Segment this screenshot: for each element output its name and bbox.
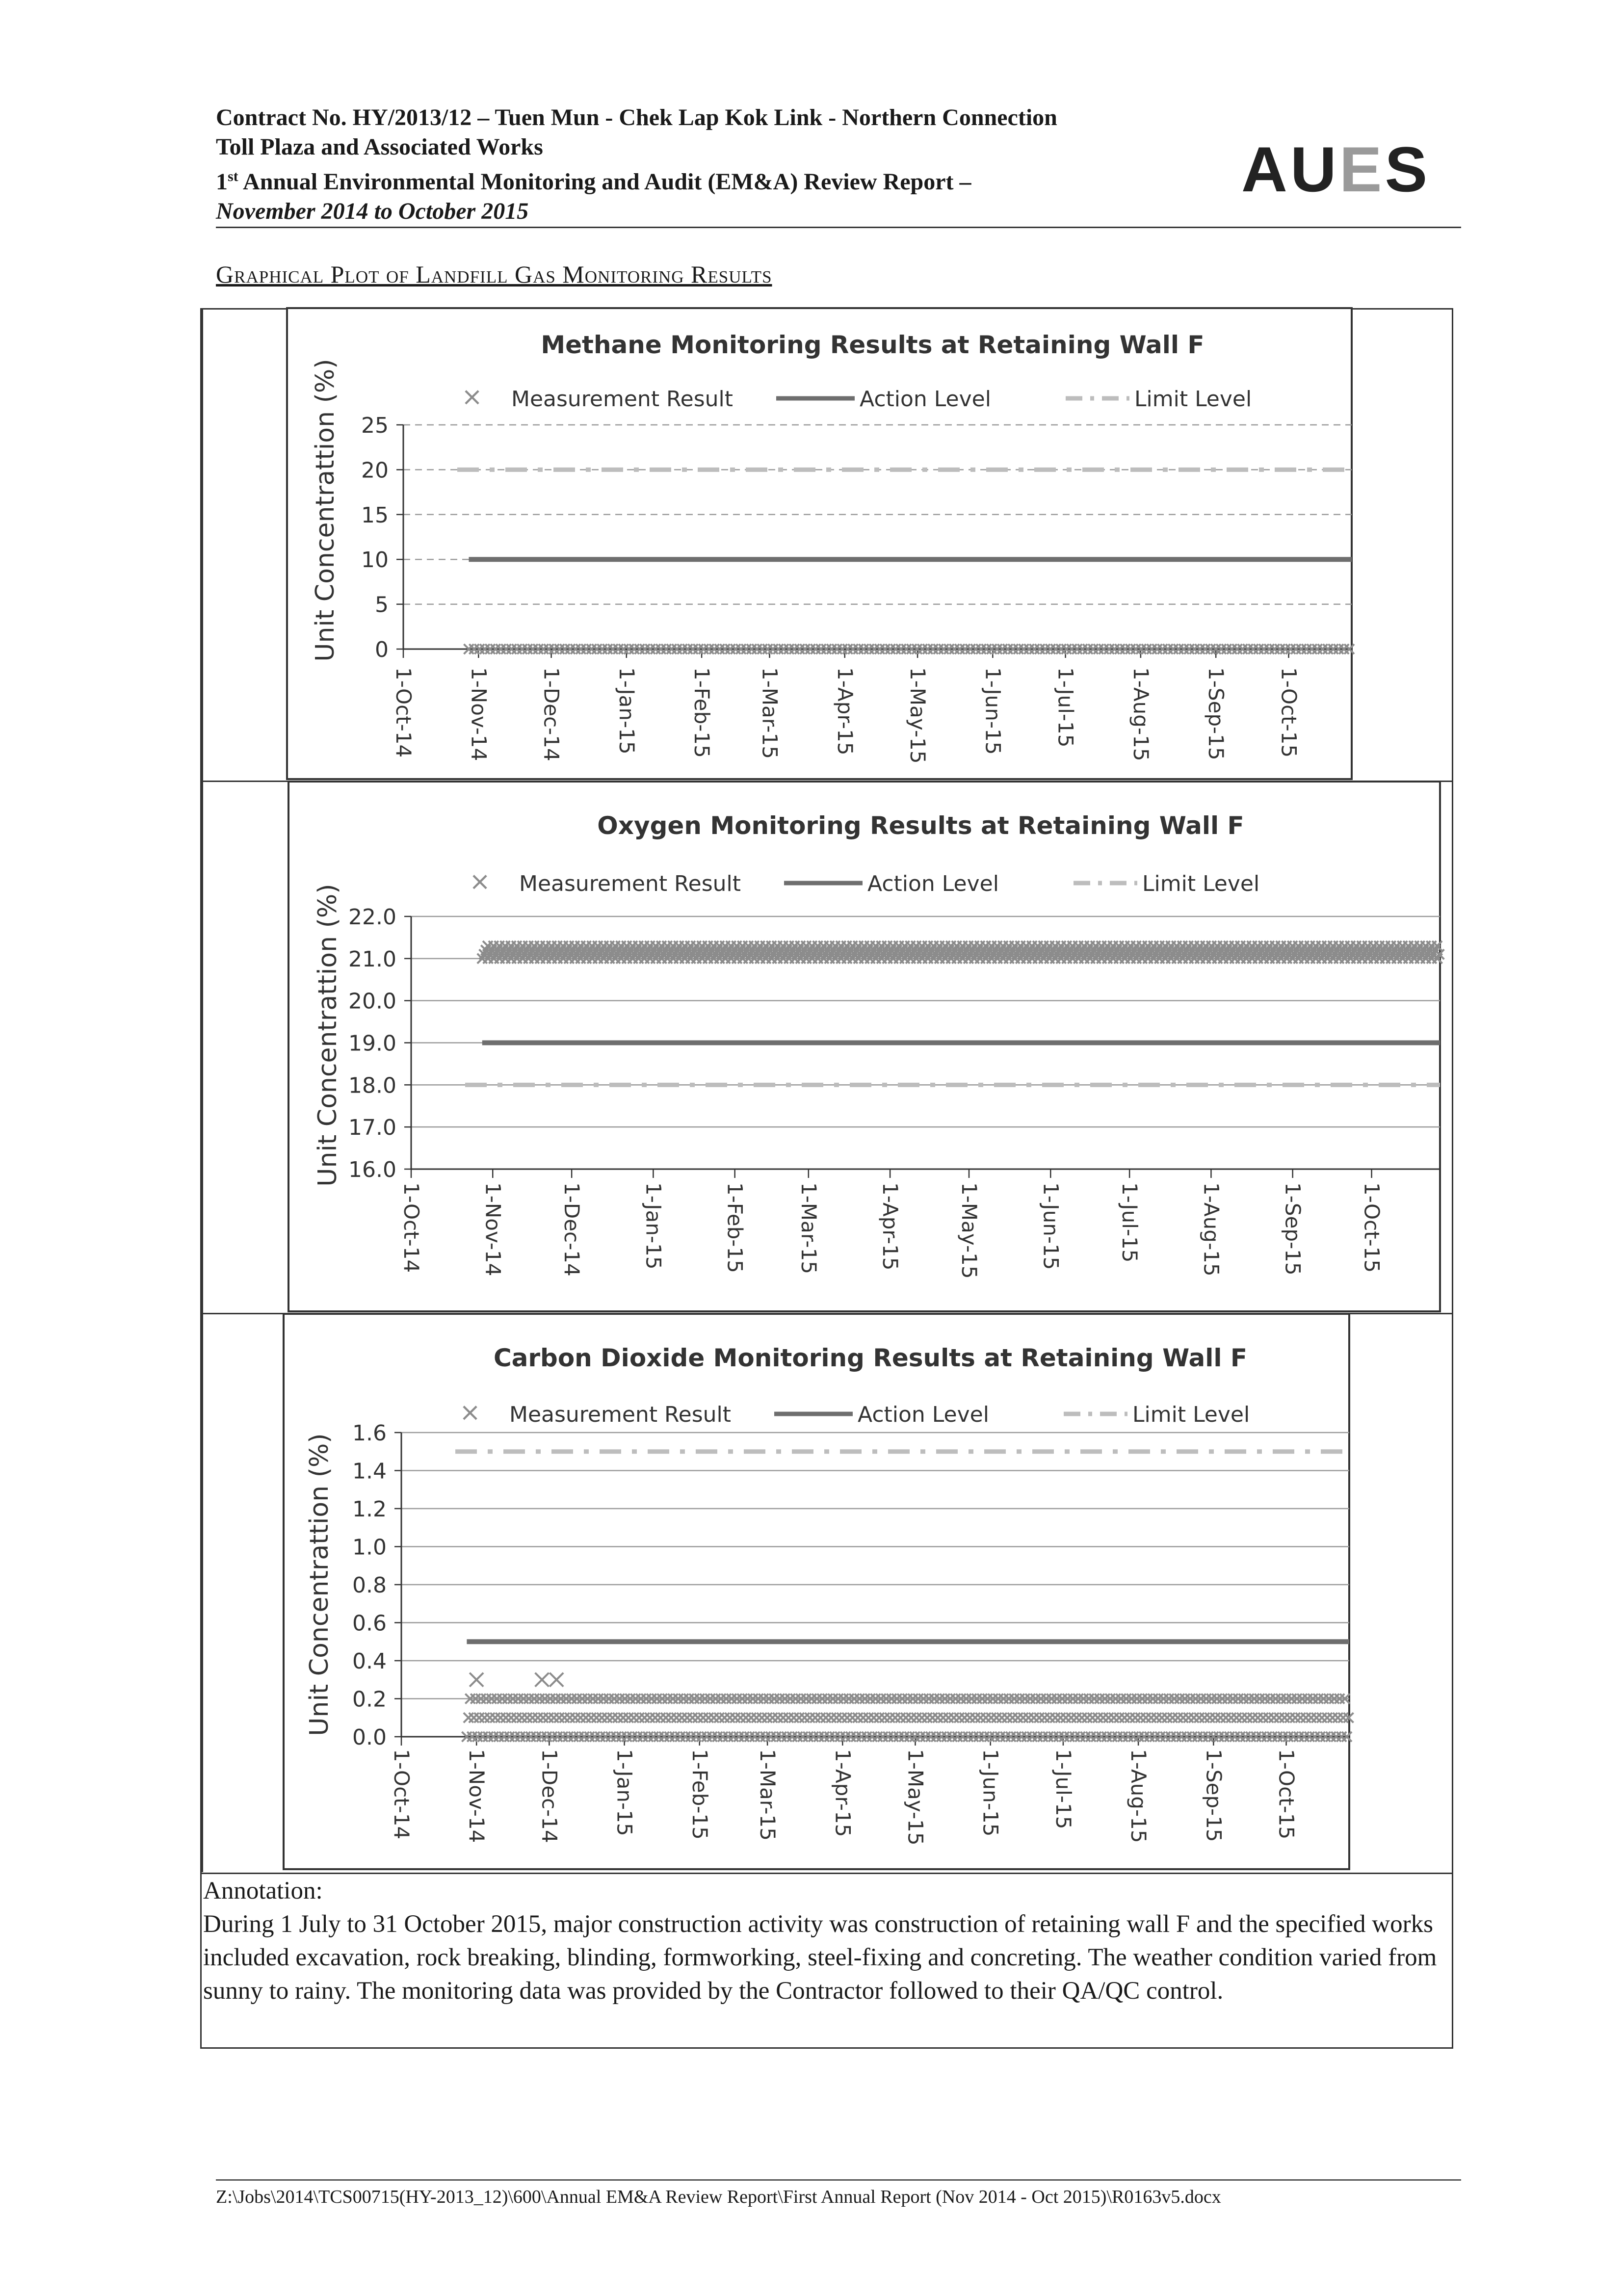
y-tick-label: 5 — [375, 592, 389, 618]
x-tick-label: 1-Mar-15 — [756, 1749, 780, 1841]
annotation-block — [203, 1874, 1449, 2008]
legend-measurement-marker: × — [469, 867, 491, 896]
y-axis-title: Unit Concentrattion (%) — [305, 1433, 334, 1736]
x-tick-label: 1-Oct-15 — [1277, 667, 1301, 758]
legend-measurement-marker: × — [461, 382, 483, 412]
chart-border — [288, 782, 1440, 1311]
legend-measurement-label: Measurement Result — [519, 871, 741, 896]
y-tick-label: 0.0 — [352, 1725, 387, 1750]
aues-logo: AUES — [1241, 133, 1431, 205]
y-tick-label: 0.8 — [352, 1573, 387, 1598]
project-line: Toll Plaza and Associated Works — [216, 134, 543, 160]
x-tick-label: 1-Oct-14 — [390, 1749, 414, 1840]
x-tick-label: 1-Feb-15 — [723, 1182, 747, 1273]
x-tick-label: 1-Jan-15 — [614, 667, 639, 755]
file-path-footer: Z:\Jobs\2014\TCS00715(HY-2013_12)\600\Annual EM&A Review Report\First Annual Report (Nov 2014 - Oct 2015)\R0163v5.docx — [216, 2187, 1221, 2207]
x-tick-label: 1-Aug-15 — [1126, 1749, 1151, 1843]
annotation-heading: Annotation: — [203, 1877, 323, 1905]
legend-measurement-label: Measurement Result — [511, 387, 733, 412]
y-tick-label: 22.0 — [348, 905, 396, 930]
x-tick-label: 1-Apr-15 — [831, 1749, 855, 1837]
legend-measurement-label: Measurement Result — [509, 1402, 732, 1427]
legend-action-label: Action Level — [858, 1402, 989, 1427]
x-tick-label: 1-Sep-15 — [1202, 1749, 1226, 1842]
x-tick-label: 1-Aug-15 — [1199, 1182, 1224, 1277]
x-tick-label: 1-Dec-14 — [537, 1749, 562, 1843]
x-tick-label: 1-Jul-15 — [1118, 1182, 1142, 1263]
y-tick-label: 19.0 — [348, 1031, 396, 1056]
legend-action-label: Action Level — [867, 871, 999, 896]
y-tick-label: 17.0 — [348, 1115, 396, 1141]
chart-title: Methane Monitoring Results at Retaining Wall F — [541, 331, 1205, 359]
y-tick-label: 25 — [361, 413, 389, 438]
x-tick-label: 1-Dec-14 — [539, 667, 564, 761]
x-tick-label: 1-Apr-15 — [833, 667, 857, 756]
legend-action-label: Action Level — [860, 387, 991, 412]
x-tick-label: 1-Nov-14 — [467, 667, 491, 761]
x-tick-label: 1-Jun-15 — [978, 1749, 1003, 1837]
x-tick-label: 1-Sep-15 — [1281, 1182, 1305, 1276]
y-tick-label: 1.4 — [352, 1459, 387, 1484]
y-axis-title: Unit Concentrattion (%) — [313, 884, 342, 1187]
section-title: Graphical Plot of Landfill Gas Monitoring Results — [216, 261, 772, 288]
legend-limit-label: Limit Level — [1132, 1402, 1250, 1427]
chart-title: Carbon Dioxide Monitoring Results at Retaining Wall F — [493, 1344, 1248, 1372]
chart-3 — [284, 1314, 1354, 1869]
x-tick-label: 1-Jun-15 — [1039, 1182, 1063, 1270]
x-tick-label: 1-Dec-14 — [560, 1182, 584, 1277]
x-tick-label: 1-May-15 — [906, 667, 930, 764]
x-tick-label: 1-Sep-15 — [1204, 667, 1229, 760]
y-tick-label: 15 — [361, 502, 389, 528]
legend-limit-label: Limit Level — [1142, 871, 1260, 896]
x-tick-label: 1-Oct-15 — [1360, 1182, 1384, 1273]
x-tick-label: 1-May-15 — [957, 1182, 981, 1279]
x-tick-label: 1-Jun-15 — [981, 667, 1005, 755]
x-tick-label: 1-Aug-15 — [1128, 667, 1153, 761]
x-tick-label: 1-Oct-14 — [399, 1182, 423, 1273]
y-tick-label: 18.0 — [348, 1073, 396, 1098]
y-tick-label: 0 — [375, 637, 389, 662]
y-tick-label: 1.0 — [352, 1535, 387, 1560]
chart-border — [287, 308, 1352, 779]
y-tick-label: 0.4 — [352, 1649, 387, 1674]
x-tick-label: 1-Nov-14 — [481, 1182, 505, 1277]
chart-2 — [288, 782, 1444, 1311]
x-tick-label: 1-Mar-15 — [796, 1182, 821, 1275]
x-tick-label: 1-Apr-15 — [878, 1182, 903, 1271]
x-tick-label: 1-Oct-14 — [392, 667, 416, 758]
y-tick-label: 1.2 — [352, 1497, 387, 1522]
x-tick-label: 1-Oct-15 — [1274, 1749, 1299, 1840]
report-period-line: November 2014 to October 2015 — [216, 198, 529, 224]
x-tick-label: 1-Jul-15 — [1051, 1749, 1075, 1829]
y-tick-label: 0.6 — [352, 1611, 387, 1636]
chart-title: Oxygen Monitoring Results at Retaining Wall F — [597, 811, 1244, 840]
x-tick-label: 1-Feb-15 — [687, 1749, 712, 1840]
legend-measurement-marker: × — [459, 1398, 481, 1427]
y-tick-label: 1.6 — [352, 1421, 387, 1446]
x-tick-label: 1-Nov-14 — [465, 1749, 489, 1843]
chart-1 — [287, 308, 1354, 779]
y-tick-label: 20 — [361, 458, 389, 483]
report-title-line: 1st Annual Environmental Monitoring and Audit (EM&A) Review Report – — [216, 168, 971, 195]
footer-divider — [216, 2179, 1461, 2181]
x-tick-label: 1-Jul-15 — [1053, 667, 1078, 748]
annotation-body: During 1 July to 31 October 2015, major construction activity was construction of retaining wall F and the specified works included excavation, rock breaking, blinding, formworking, steel-fixing and concreting. The weather condition varied from sunny to rainy. The monitoring data was provided by the Contractor followed to their QA/QC control. — [203, 1910, 1437, 2005]
x-tick-label: 1-Jan-15 — [612, 1749, 637, 1836]
chart-border — [284, 1314, 1349, 1869]
x-tick-label: 1-Mar-15 — [758, 667, 782, 759]
measurement-series — [477, 941, 1444, 964]
x-tick-label: 1-Feb-15 — [690, 667, 714, 758]
legend-limit-label: Limit Level — [1134, 387, 1252, 412]
y-tick-label: 20.0 — [348, 989, 396, 1014]
x-tick-label: 1-May-15 — [903, 1749, 928, 1846]
y-tick-label: 21.0 — [348, 946, 396, 972]
y-tick-label: 16.0 — [348, 1157, 396, 1182]
y-tick-label: 0.2 — [352, 1687, 387, 1712]
x-tick-label: 1-Jan-15 — [641, 1182, 666, 1270]
y-axis-title: Unit Concentrattion (%) — [311, 359, 340, 662]
y-tick-label: 10 — [361, 548, 389, 573]
contract-line: Contract No. HY/2013/12 – Tuen Mun - Chek Lap Kok Link - Northern Connection — [216, 104, 1057, 130]
